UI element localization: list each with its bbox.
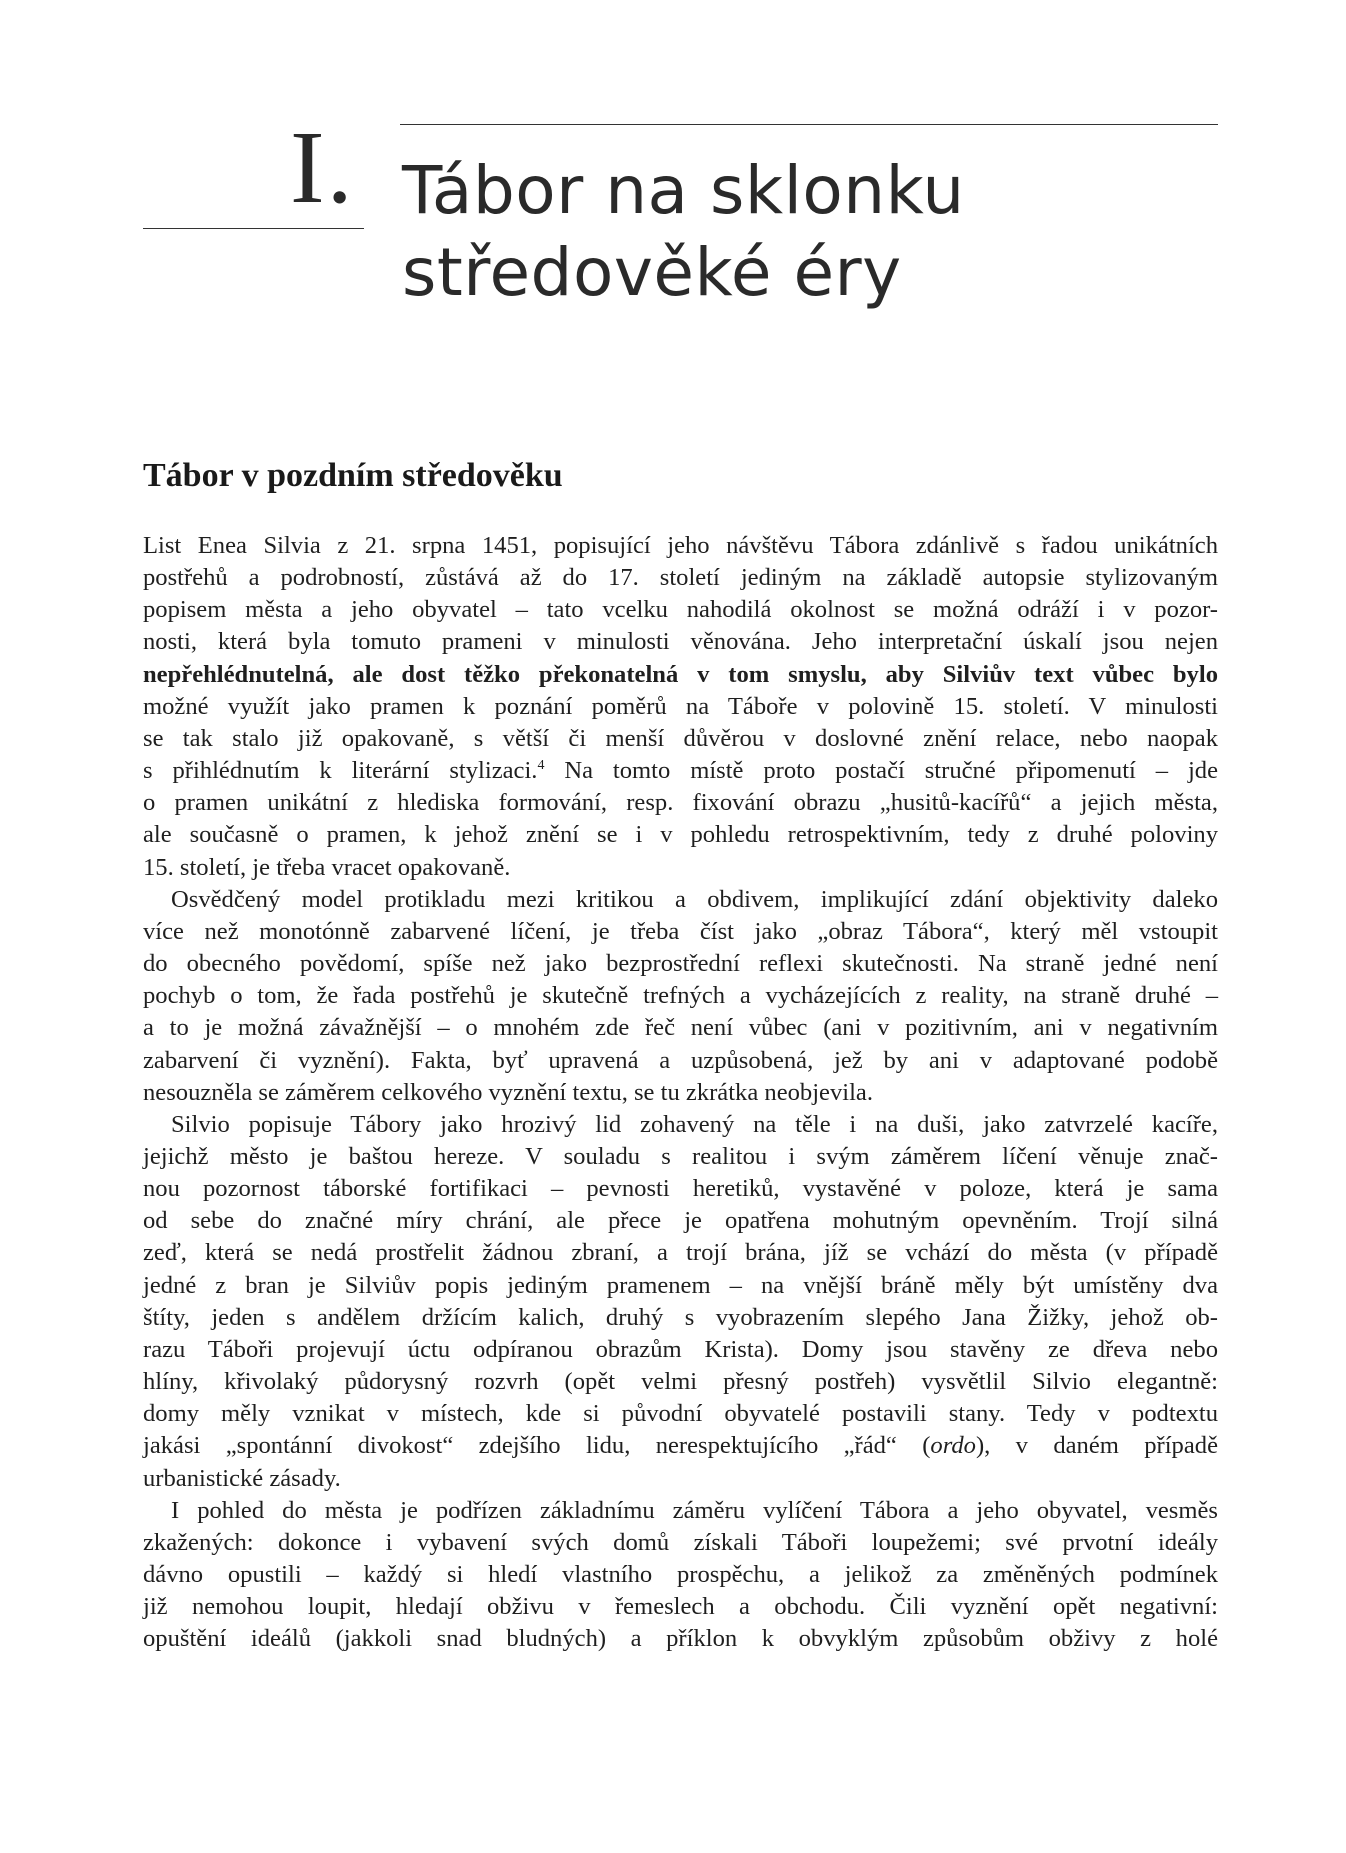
text-run: Na tomto místě proto postačí stručné připomenutí – jde	[544, 757, 1218, 785]
chapter-numeral: I.	[290, 110, 355, 225]
text-run: ), v daném případě	[975, 1432, 1218, 1460]
text-line: nepřehlédnutelná, ale dost těžko překonatelná v tom smyslu, aby Silviův text vůbec bylo	[143, 660, 1218, 688]
text-line	[143, 1430, 1218, 1462]
text-line: od sebe do značné míry chrání, ale přece je opatřena mohutným opevněním. Trojí silná	[143, 1207, 1218, 1235]
text-line: zeď, která se nedá prostřelit žádnou zbraní, a trojí brána, jíž se vchází do města (v případě	[143, 1239, 1218, 1267]
text-line: štíty, jeden s andělem držícím kalich, druhý s vyobrazením slepého Jana Žižky, jehož ob-	[143, 1303, 1218, 1331]
text-line: zabarvení či vyznění). Fakta, byť upravená a uzpůsobená, jež by ani v adaptované podobě	[143, 1046, 1218, 1074]
text-run: s přihlédnutím k literární stylizaci.	[143, 757, 538, 785]
text-line: I pohled do města je podřízen základnímu záměru vylíčení Tábora a jeho obyvatel, vesměs	[171, 1496, 1218, 1524]
paragraph-1	[143, 530, 1218, 884]
chapter-top-rule	[400, 124, 1218, 125]
text-line: List Enea Silvia z 21. srpna 1451, popisující jeho návštěvu Tábora zdánlivě s řadou unikátních	[143, 532, 1218, 559]
text-line: domy měly vznikat v místech, kde si původní obyvatelé postavili stany. Tedy v podtextu	[143, 1400, 1218, 1428]
text-line: postřehů a podrobností, zůstává až do 17. století jediným na základě autopsie stylizovaným	[143, 564, 1218, 592]
text-line: se tak stalo již opakovaně, s větší či menší důvěrou v doslovné znění relace, nebo naopak	[143, 724, 1218, 752]
text-line: hlíny, křivolaký půdorysný rozvrh (opět velmi přesný postřeh) vysvětlil Silvio elegantně:	[143, 1368, 1218, 1396]
text-line	[143, 755, 1218, 787]
text-line: již nemohou loupit, hledají obživu v řemeslech a obchodu. Čili vyznění opět negativní:	[143, 1593, 1218, 1621]
text-line: o pramen unikátní z hlediska formování, resp. fixování obrazu „husitů-kacířů“ a jejich města,	[143, 789, 1218, 817]
text-line: Silvio popisuje Tábory jako hrozivý lid zohavený na těle i na duši, jako zatvrzelé kacíře,	[171, 1110, 1218, 1138]
body-text	[143, 530, 1218, 1655]
chapter-left-rule	[143, 228, 364, 229]
text-line: opuštění ideálů (jakkoli snad bludných) a příklon k obvyklým způsobům obživy z holé	[143, 1625, 1218, 1653]
section-heading: Tábor v pozdním středověku	[143, 457, 563, 494]
text-line: dávno opustili – každý si hledí vlastního prospěchu, a jelikož za změněných podmínek	[143, 1561, 1218, 1588]
text-line: popisem města a jeho obyvatel – tato vcelku nahodilá okolnost se možná odráží i v pozor-	[143, 596, 1218, 624]
text-line: pochyb o tom, že řada postřehů je skutečně trefných a vycházejících z reality, na straně druhé –	[143, 982, 1218, 1010]
paragraph-3	[143, 1109, 1218, 1495]
text-line: Osvědčený model protikladu mezi kritikou a obdivem, implikující zdání objektivity daleko	[171, 885, 1218, 913]
text-line: razu Táboři projevují úctu odpíranou obrazům Krista). Domy jsou stavěny ze dřeva nebo	[143, 1335, 1218, 1363]
text-line: 15. století, je třeba vracet opakovaně.	[143, 853, 511, 881]
text-line: možné využít jako pramen k poznání poměrů na Táboře v polovině 15. století. V minulosti	[143, 692, 1218, 720]
footnote-marker[interactable]: 4	[537, 757, 545, 773]
chapter-title-line-1: Tábor na sklonku	[402, 152, 965, 229]
text-line: nou pozornost táborské fortifikaci – pevnosti heretiků, vystavěné v poloze, která je sama	[143, 1175, 1218, 1203]
text-line: více než monotónně zabarvené líčení, je třeba číst jako „obraz Tábora“, který měl vstoupit	[143, 917, 1218, 945]
text-line: do obecného povědomí, spíše než jako bezprostřední reflexi skutečnosti. Na straně jedné není	[143, 950, 1218, 978]
paragraph-4	[143, 1495, 1218, 1656]
italic-term: ordo	[930, 1432, 976, 1460]
text-line: a to je možná závažnější – o mnohém zde řeč není vůbec (ani v pozitivním, ani v negativním	[143, 1014, 1218, 1042]
chapter-title	[402, 150, 1222, 314]
text-line: jedné z bran je Silviův popis jediným pramenem – na vnější bráně měly být umístěny dva	[143, 1271, 1218, 1299]
chapter-title-line-2: středověké éry	[402, 234, 902, 311]
paragraph-2	[143, 884, 1218, 1109]
text-line: urbanistické zásady.	[143, 1464, 341, 1492]
text-line: nesouzněla se záměrem celkového vyznění textu, se tu zkrátka neobjevila.	[143, 1078, 873, 1106]
text-line: zkažených: dokonce i vybavení svých domů získali Táboři loupežemi; své prvotní ideály	[143, 1528, 1218, 1556]
text-line: ale současně o pramen, k jehož znění se i v pohledu retrospektivním, tedy z druhé poloviny	[143, 821, 1218, 849]
text-run: jakási „spontánní divokost“ zdejšího lidu, nerespektujícího „řád“ (	[143, 1432, 931, 1460]
text-line: jejichž město je baštou hereze. V souladu s realitou i svým záměrem líčení věnuje znač-	[143, 1142, 1218, 1170]
text-line: nosti, která byla tomuto prameni v minulosti věnována. Jeho interpretační úskalí jsou nejen	[143, 628, 1218, 656]
